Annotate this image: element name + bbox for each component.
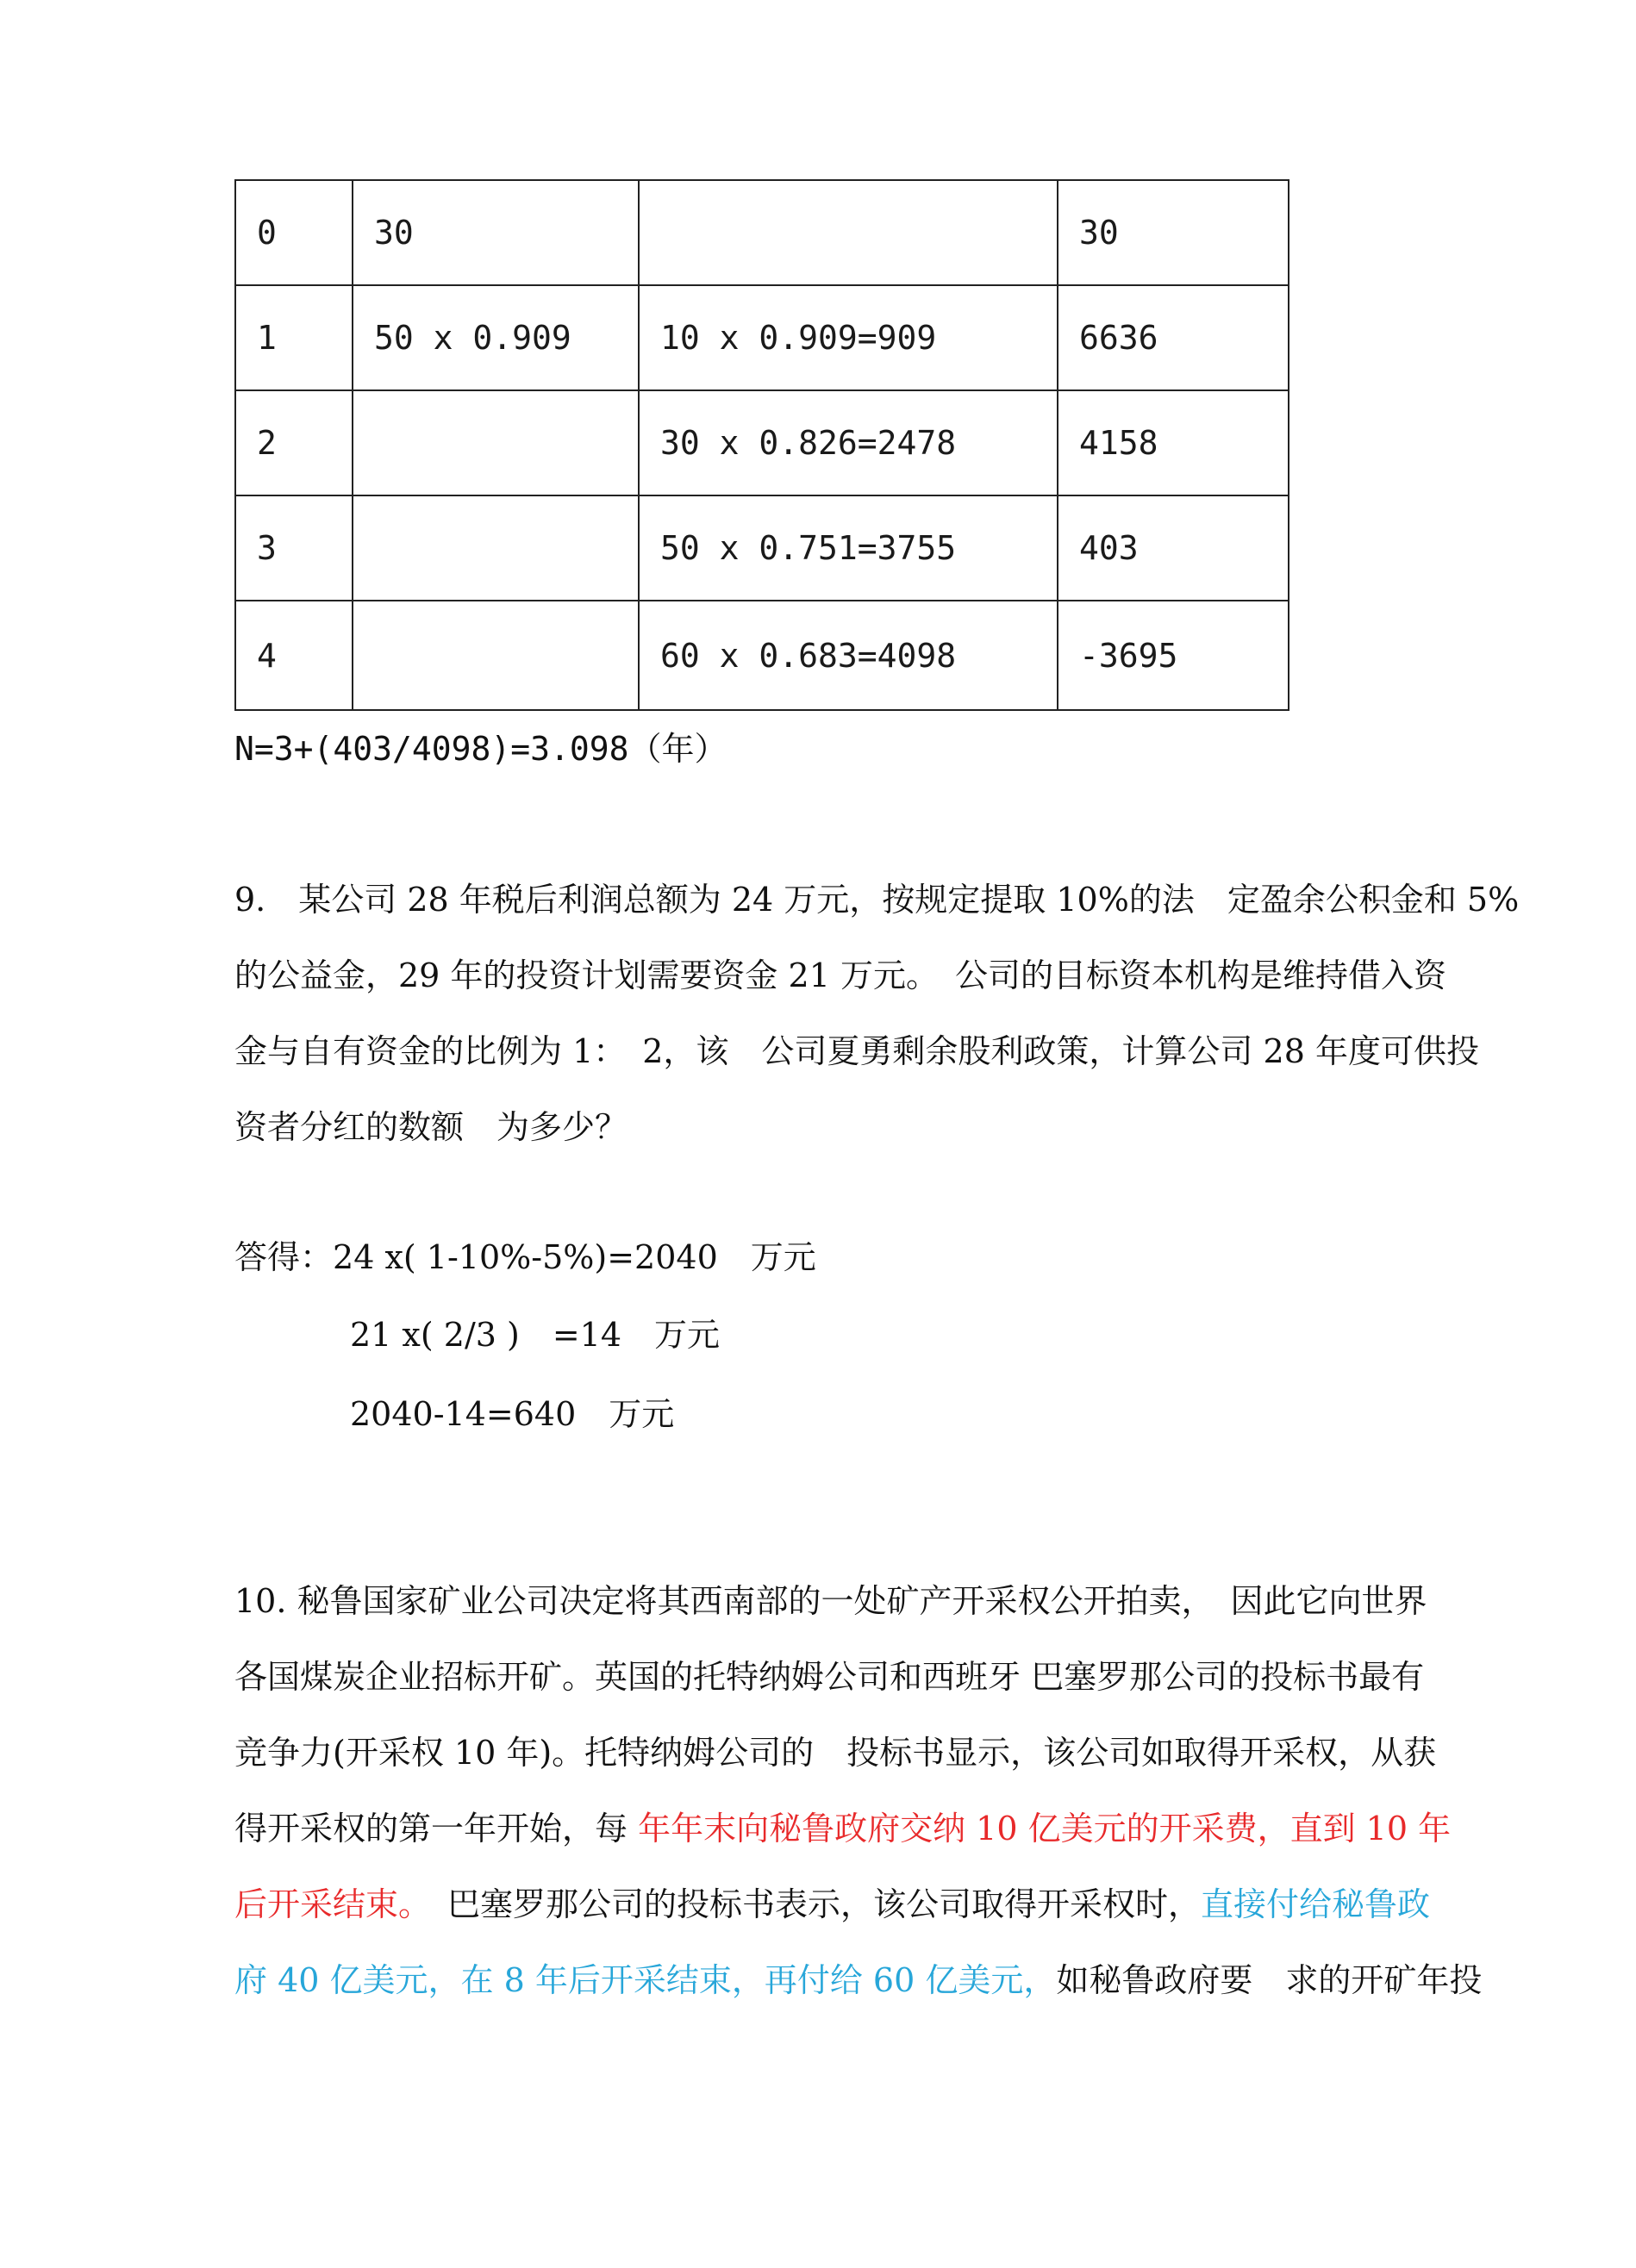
q9-answer-line-3: 2040-14=640 万元 [350,1395,675,1433]
highlight-blue-text: 直接付给秘鲁政 [1201,1885,1431,1923]
q10-line-4 [234,1791,1452,1866]
q10-line-4-text: 得开采权的第一年开始，每 [234,1810,639,1847]
table-cell: 6636 [1058,285,1289,390]
answer-label: 答得： [234,1238,334,1276]
question-9 [234,862,1520,1165]
answer-step-1: 24 x( 1-10%-5%)=2040 万元 [333,1238,816,1276]
table-row [235,180,1289,285]
table-cell: 1 [235,285,353,390]
q10-line-5 [234,1866,1431,1942]
table-row [235,390,1289,495]
table-cell [353,601,639,710]
table-cell: -3695 [1058,601,1289,710]
q9-line-4: 资者分红的数额 为多少？ [234,1108,628,1146]
q9-line-3: 金与自有资金的比例为 1： 2，该 公司夏勇剩余股利政策，计算公司 28 年度可供投 [234,1032,1479,1070]
table-cell: 403 [1058,495,1289,601]
highlight-red-text: 年年末向秘鲁政府交纳 10 亿美元的开采费，直到 10 年 [638,1810,1452,1847]
table-cell: 30 [1058,180,1289,285]
q10-line-5-text: 巴塞罗那公司的投标书表示，该公司取得开采权时， [415,1885,1202,1923]
q10-line-6 [234,1942,1483,2018]
table-cell: 50 x 0.751=3755 [639,495,1058,601]
q9-answer-line-2: 21 x( 2/3 ) =14 万元 [350,1316,721,1354]
q10-line-2: 各国煤炭企业招标开矿。英国的托特纳姆公司和西班牙 巴塞罗那公司的投标书最有 [234,1658,1425,1696]
table-cell: 3 [235,495,353,601]
q9-line-2: 的公益金，29 年的投资计划需要资金 21 万元。 公司的目标资本机构是维持借入资 [234,956,1446,994]
q10-line-6-text: 如秘鲁政府要 求的开矿年投 [1056,1961,1483,1999]
question-10 [234,1563,1483,2018]
payback-table [234,179,1289,711]
table-cell: 30 [353,180,639,285]
table-row [235,495,1289,601]
table-cell: 4 [235,601,353,710]
q9-answer-line-1 [234,1231,816,1278]
highlight-blue-text: 府 40 亿美元，在 8 年后开采结束，再付给 60 亿美元， [234,1961,1057,1999]
table-cell: 10 x 0.909=909 [639,285,1058,390]
table-row [235,285,1289,390]
table-cell: 4158 [1058,390,1289,495]
table-cell: 0 [235,180,353,285]
q10-line-1: 10. 秘鲁国家矿业公司决定将其西南部的一处矿产开采权公开拍卖， 因此它向世界 [234,1582,1427,1620]
highlight-red-text: 后开采结束。 [234,1885,415,1923]
payback-formula: N=3+(403/4098)=3.098（年） [234,730,727,768]
table-cell [639,180,1058,285]
q9-line-1: 9. 某公司 28 年税后利润总额为 24 万元，按规定提取 10%的法 定盈余公积金和 5% [234,881,1520,919]
table-cell [353,495,639,601]
table-cell [353,390,639,495]
table-cell: 2 [235,390,353,495]
table-row [235,601,1289,710]
table-cell: 60 x 0.683=4098 [639,601,1058,710]
table-cell: 50 x 0.909 [353,285,639,390]
q10-line-3: 竞争力(开采权 10 年)。托特纳姆公司的 投标书显示，该公司如取得开采权，从获 [234,1734,1437,1772]
table-cell: 30 x 0.826=2478 [639,390,1058,495]
